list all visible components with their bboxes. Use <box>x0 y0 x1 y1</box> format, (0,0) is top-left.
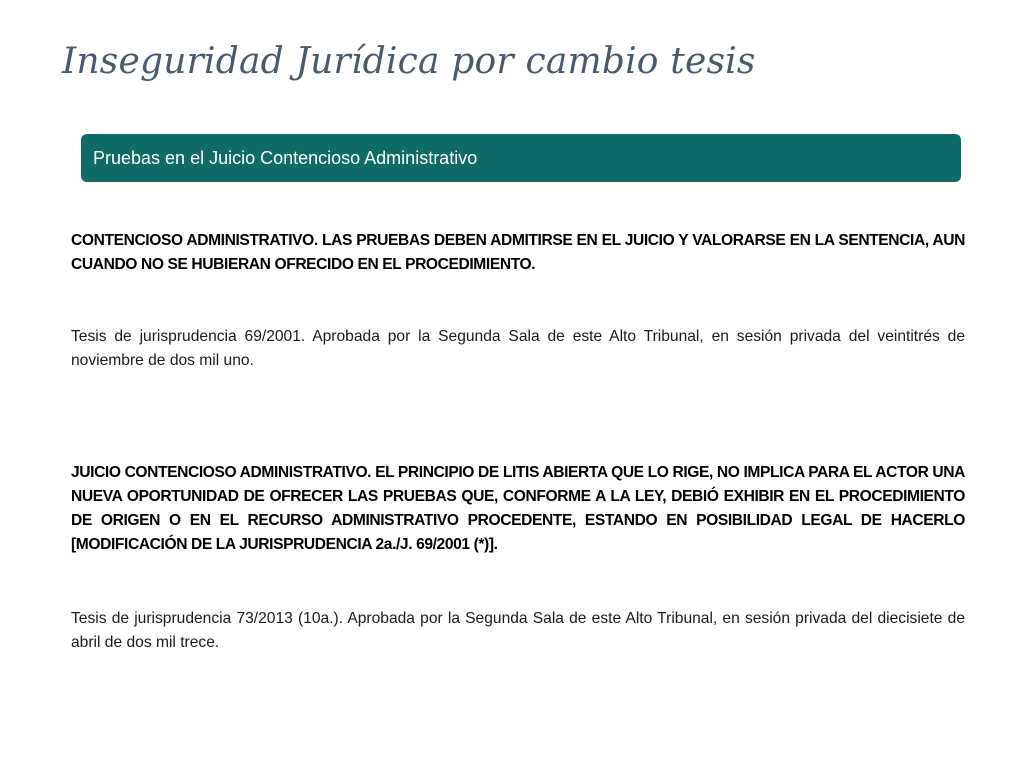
thesis-title-1: CONTENCIOSO ADMINISTRATIVO. LAS PRUEBAS DEBEN ADMITIRSE EN EL JUICIO Y VALORARSE EN LA SENTENCIA, AUN CUANDO NO SE HUBIERAN OFRECIDO EN EL PROCEDIMIENTO. <box>71 232 965 273</box>
section-banner-label: Pruebas en el Juicio Contencioso Administrativo <box>93 147 478 168</box>
section-banner <box>81 134 961 182</box>
slide-title: Inseguridad Jurídica por cambio tesis <box>62 41 756 82</box>
thesis-source-2: Tesis de jurisprudencia 73/2013 (10a.). Aprobada por la Segunda Sala de este Alto Tribunal, en sesión privada del diecisiete de abril de dos mil trece. <box>71 610 965 651</box>
thesis-title-2: JUICIO CONTENCIOSO ADMINISTRATIVO. EL PRINCIPIO DE LITIS ABIERTA QUE LO RIGE, NO IMPLICA PARA EL ACTOR UNA NUEVA OPORTUNIDAD DE OFRECER LAS PRUEBAS QUE, CONFORME A LA LEY, DEBIÓ EXHIBIR EN EL PROCEDIMIENTO DE ORIGEN O EN EL RECURSO ADMINISTRATIVO PROCEDENTE, ESTANDO EN POSIBILIDAD LEGAL DE HACERLO [MODIFICACIÓN DE LA JURISPRUDENCIA 2a./J. 69/2001 (*)]. <box>71 464 965 553</box>
thesis-source-1: Tesis de jurisprudencia 69/2001. Aprobada por la Segunda Sala de este Alto Tribunal, en sesión privada del veintitrés de noviembre de dos mil uno. <box>71 328 965 369</box>
